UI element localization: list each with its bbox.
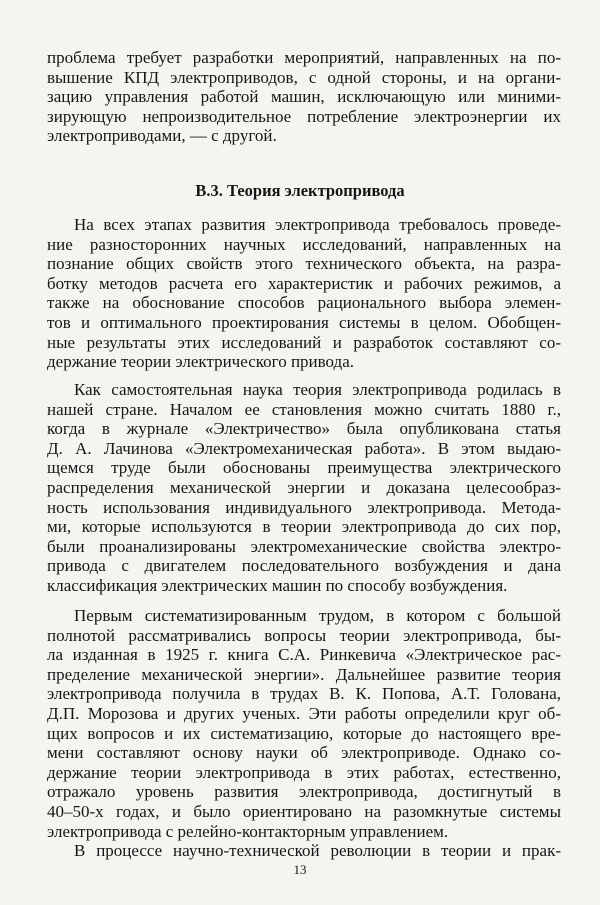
text-line: зацию управления работой машин, исключающую или миними- — [47, 87, 561, 107]
page-number: 13 — [293, 862, 307, 877]
text-line: щих вопросов и их систематизацию, которые до настоящего вре- — [47, 723, 561, 743]
text-line: ла изданная в 1925 г. книга С.А. Ринкевича «Электрическое рас- — [47, 645, 561, 665]
text-line: тов и оптимального проектирования системы в целом. Обобщен- — [47, 313, 561, 332]
section-heading: В.3. Теория электропривода — [195, 181, 405, 200]
text-line: мени составляют основу науки об электроприводе. Однако со- — [47, 743, 561, 763]
text-line: Д. А. Лачинова «Электромеханическая работа». В этом выдаю- — [47, 438, 561, 458]
text-line: ные результаты этих исследований и разработок составляют со- — [47, 332, 561, 352]
text-line: держание теории электропривода в этих работах, естественно, — [47, 762, 561, 782]
text-line: полнотой рассматривались вопросы теории электропривода, бы- — [47, 625, 561, 645]
text-line: электропривода получила в трудах В. К. Попова, А.Т. Голована, — [47, 684, 561, 704]
text-line: ботку методов расчета его характеристик и рабочих режимов, а — [47, 273, 561, 293]
text-line: Д.П. Морозова и других ученых. Эти работы определили круг об- — [47, 704, 561, 723]
text-line: 40–50-х годах, и было ориентировано на разомкнутые системы — [47, 802, 561, 821]
text-line: вышение КПД электроприводов, с одной стороны, и на органи- — [47, 67, 561, 87]
text-line: отражало уровень развития электропривода, достигнутый в — [47, 782, 561, 802]
text-line: также на обоснование способов рационального выбора элемен- — [47, 293, 561, 313]
text-line: когда в журнале «Электричество» была опубликована статья — [47, 419, 561, 439]
text-line: ние разносторонних научных исследований, направленных на — [47, 234, 561, 254]
text-line: держание теории электрического привода. — [47, 352, 355, 372]
text-line: классификация электрических машин по способу возбуждения. — [47, 576, 508, 595]
paragraph-first-line: Первым систематизированным трудом, в котором с большой — [74, 606, 561, 625]
text-line: пределение механической энергии». Дальнейшее развитие теория — [47, 664, 561, 684]
text-line: электропривода с релейно-контакторным управлением. — [47, 821, 449, 841]
text-line: нашей стране. Началом ее становления можно считать 1880 г., — [47, 399, 561, 419]
text-line: распределения механической энергии и доказана целесообраз- — [47, 478, 561, 497]
text-line: были проанализированы электромеханические свойства электро- — [47, 536, 561, 556]
text-line: познание общих свойств этого технического объекта, на разра- — [47, 254, 561, 274]
text-line: зирующую непроизводительное потребление электроэнергии их — [47, 106, 561, 126]
text-line: щемся труде были обоснованы преимущества электрического — [47, 458, 561, 478]
text-line: ность использования индивидуального электропривода. Метода- — [47, 497, 561, 517]
text-line: проблема требует разработки мероприятий, направленных на по- — [47, 48, 561, 67]
paragraph-first-line: На всех этапах развития электропривода требовалось проведе- — [74, 215, 561, 234]
paragraph-first-line: В процессе научно-технической революции в теории и прак- — [74, 841, 561, 861]
paragraph-first-line: Как самостоятельная наука теория электропривода родилась в — [74, 380, 561, 399]
text-line: привода с двигателем последовательного возбуждения и дана — [47, 556, 561, 576]
text-line: ми, которые используются в теории электропривода до сих пор, — [47, 517, 561, 537]
text-line: электроприводами, — с другой. — [47, 126, 277, 146]
